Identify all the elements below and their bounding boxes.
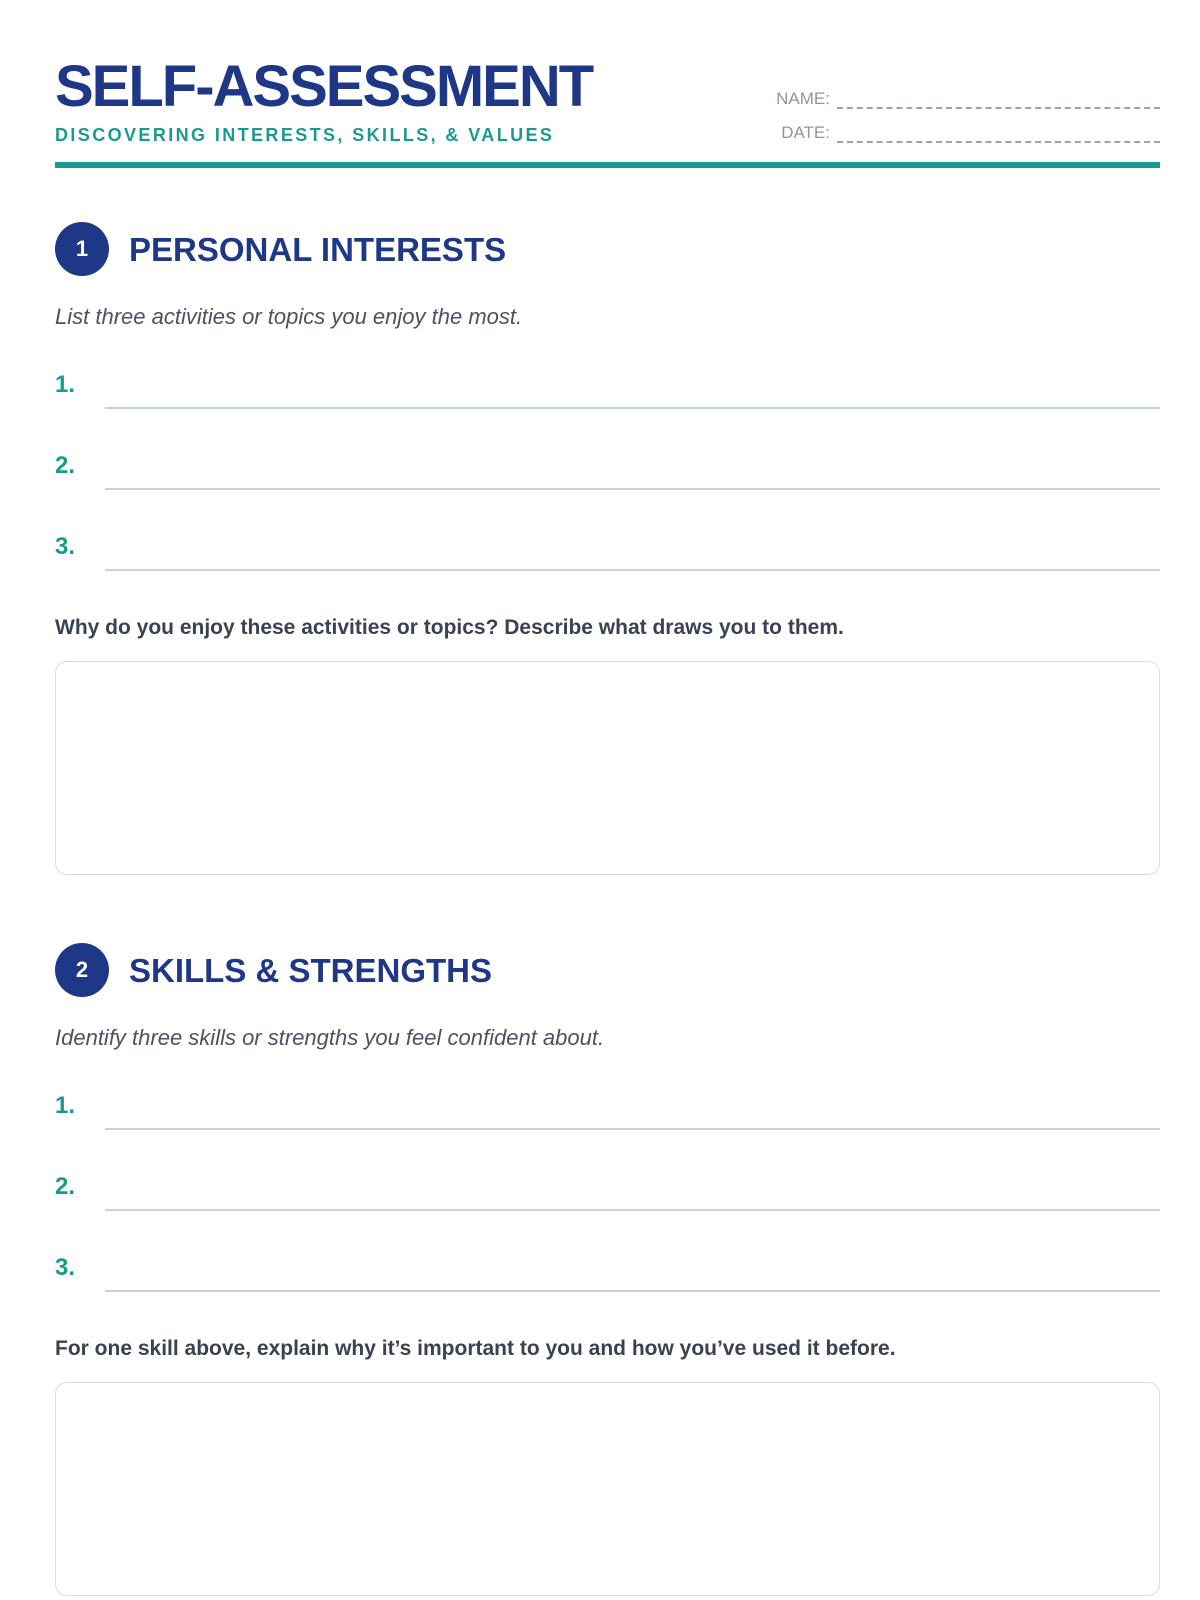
worksheet-header — [55, 55, 1160, 170]
row-number: 2. — [55, 1173, 76, 1200]
answer-line[interactable] — [105, 488, 1160, 490]
answer-row[interactable] — [55, 1248, 1160, 1298]
page-title: SELF-ASSESSMENT — [55, 54, 593, 119]
name-field[interactable] — [755, 87, 1160, 113]
answer-row[interactable] — [55, 446, 1160, 496]
section-title: SKILLS & STRENGTHS — [129, 952, 493, 989]
header-divider — [55, 162, 1160, 168]
answer-line[interactable] — [105, 1290, 1160, 1292]
page-subtitle: DISCOVERING INTERESTS, SKILLS, & VALUES — [55, 125, 555, 145]
answer-line[interactable] — [105, 1209, 1160, 1211]
answer-line[interactable] — [105, 569, 1160, 571]
section-title: PERSONAL INTERESTS — [129, 231, 507, 268]
section-number-badge: 1 — [55, 222, 109, 276]
section-skills-strengths-heading — [55, 943, 955, 999]
row-number: 3. — [55, 1254, 76, 1281]
answer-line[interactable] — [105, 407, 1160, 409]
row-number: 2. — [55, 452, 76, 479]
answer-row[interactable] — [55, 1167, 1160, 1217]
date-label: DATE: — [781, 123, 830, 142]
reflection-prompt: Why do you enjoy these activities or topics? Describe what draws you to them. — [55, 616, 844, 639]
answer-row[interactable] — [55, 365, 1160, 415]
date-line[interactable] — [837, 141, 1160, 143]
section-number-badge: 2 — [55, 943, 109, 997]
answer-row[interactable] — [55, 1086, 1160, 1136]
row-number: 1. — [55, 371, 76, 398]
answer-row[interactable] — [55, 527, 1160, 577]
date-field[interactable] — [755, 121, 1160, 147]
section-instruction: List three activities or topics you enjoy the most. — [55, 304, 523, 329]
reflection-answer-box[interactable] — [55, 1382, 1160, 1596]
name-line[interactable] — [837, 107, 1160, 109]
row-number: 1. — [55, 1092, 76, 1119]
answer-line[interactable] — [105, 1128, 1160, 1130]
name-label: NAME: — [776, 89, 830, 108]
reflection-prompt: For one skill above, explain why it’s important to you and how you’ve used it before. — [55, 1337, 896, 1360]
reflection-answer-box[interactable] — [55, 661, 1160, 875]
section-instruction: Identify three skills or strengths you feel confident about. — [55, 1025, 605, 1050]
section-personal-interests-heading — [55, 222, 955, 278]
row-number: 3. — [55, 533, 76, 560]
